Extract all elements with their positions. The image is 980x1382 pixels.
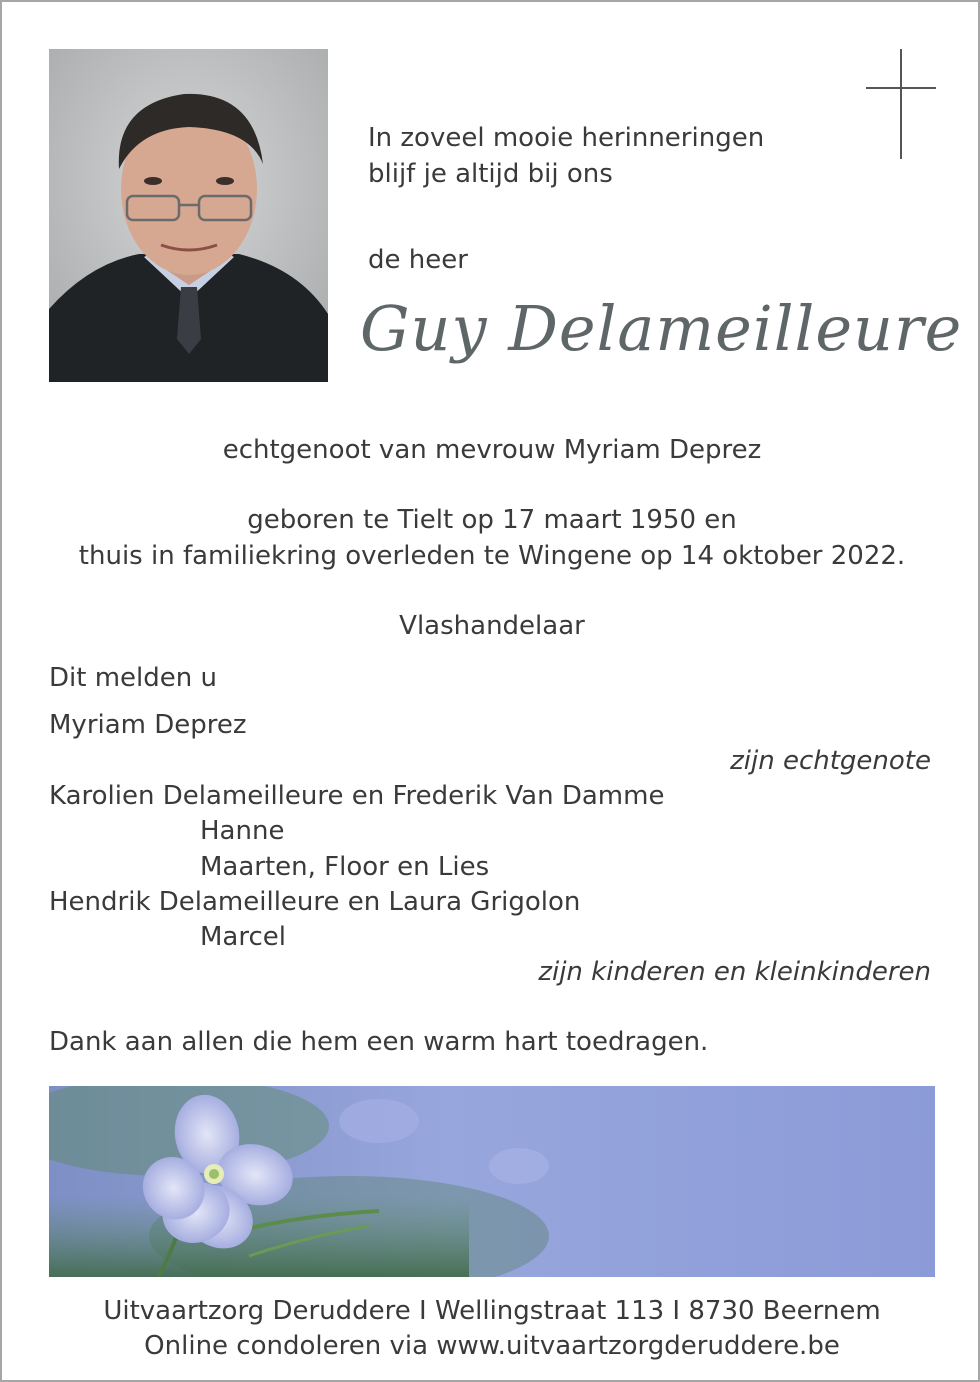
quote-line-2: blijf je altijd bij ons: [368, 159, 613, 189]
quote-line-1: In zoveel mooie herinneringen: [368, 123, 765, 153]
condolence-line: Online condoleren via www.uitvaartzorgderuddere.be: [144, 1331, 840, 1361]
family-grandchild-2: Maarten, Floor en Lies: [200, 852, 490, 882]
family-grandchild-1: Hanne: [200, 816, 285, 846]
thanks-line: Dank aan allen die hem een warm hart toedragen.: [49, 1027, 709, 1057]
family-grandchild-3: Marcel: [200, 922, 286, 952]
children-role: zijn kinderen en kleinkinderen: [538, 957, 931, 987]
profession: Vlashandelaar: [399, 611, 585, 641]
flax-flower-illustration: [49, 1086, 935, 1277]
portrait-photo: [49, 49, 328, 382]
honorific: de heer: [368, 245, 468, 275]
portrait-illustration: [49, 49, 328, 382]
family-child-1: Karolien Delameilleure en Frederik Van Damme: [49, 781, 665, 811]
funeral-home-line: Uitvaartzorg Deruddere I Wellingstraat 113 I 8730 Beernem: [103, 1296, 881, 1326]
deceased-name: Guy Delameilleure: [360, 292, 963, 365]
family-child-2: Hendrik Delameilleure en Laura Grigolon: [49, 887, 581, 917]
death-line: thuis in familiekring overleden te Wingene op 14 oktober 2022.: [78, 541, 906, 571]
spouse-line: echtgenoot van mevrouw Myriam Deprez: [222, 435, 762, 465]
spouse-role: zijn echtgenote: [730, 746, 931, 776]
cross-icon: [866, 49, 936, 159]
announcement: Dit melden u: [49, 663, 217, 693]
flax-flower-banner: [49, 1086, 935, 1277]
family-spouse: Myriam Deprez: [49, 710, 247, 740]
birth-line: geboren te Tielt op 17 maart 1950 en: [247, 505, 737, 535]
